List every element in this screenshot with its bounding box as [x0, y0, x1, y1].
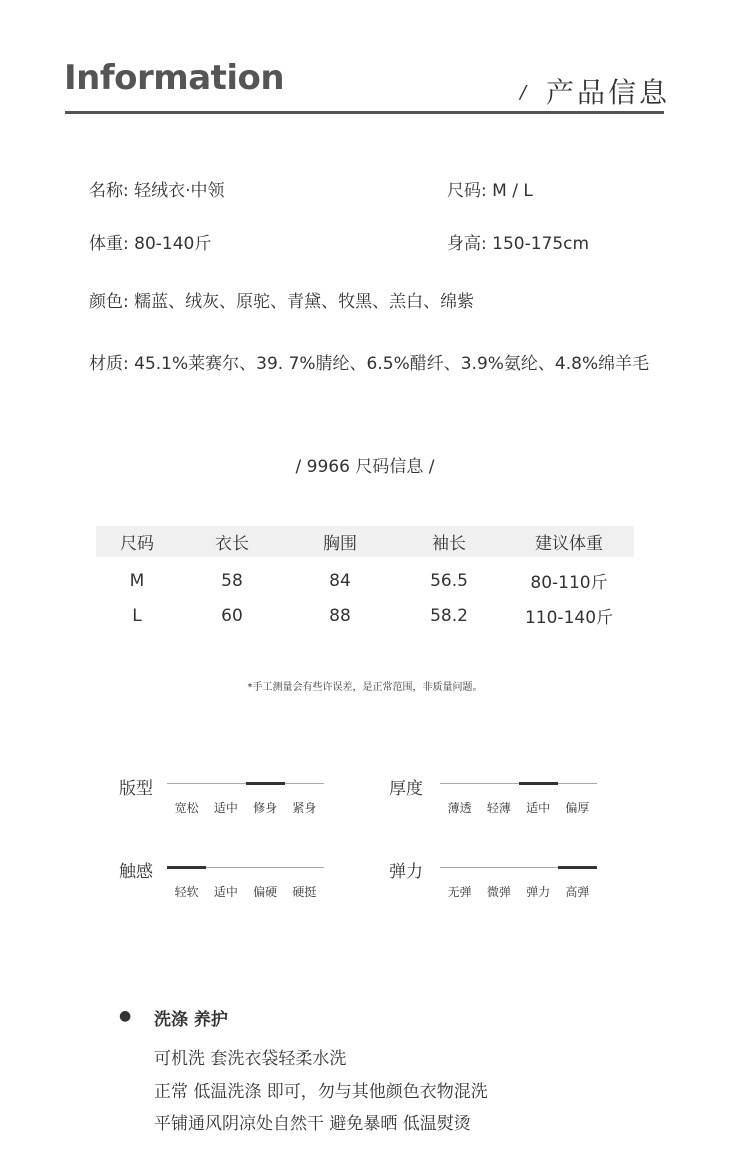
- table-cell: M: [129, 570, 145, 591]
- scale-label: 高弹: [565, 885, 590, 899]
- scale-label: 弹力: [526, 885, 551, 899]
- scale-label: 紧身: [292, 801, 317, 815]
- page-title: Information: [64, 58, 285, 98]
- scale-label: 薄透: [447, 801, 472, 815]
- scale-label: 适中: [213, 885, 238, 899]
- size-table-header-row: [96, 526, 634, 557]
- scale-indicator: [246, 782, 285, 785]
- header-divider: [65, 111, 664, 114]
- size-table: [96, 526, 634, 633]
- scale-indicator: [167, 866, 206, 869]
- scale-title: 版型: [119, 779, 153, 799]
- scale-label: 无弹: [447, 885, 472, 899]
- table-cell: L: [132, 605, 142, 626]
- info-name: 名称: 轻绒衣·中领: [89, 181, 225, 201]
- bullet-icon: ●: [119, 1008, 132, 1024]
- table-cell: 80-110斤: [530, 573, 608, 593]
- care-line: 可机洗 套洗衣袋轻柔水洗: [154, 1049, 347, 1069]
- scale-label: 微弹: [486, 885, 511, 899]
- table-cell: 58.2: [430, 605, 468, 626]
- table-row: [96, 563, 634, 598]
- scale-label: 偏硬: [253, 885, 278, 899]
- care-title: 洗涤 养护: [154, 1010, 228, 1030]
- col-header: 袖长: [394, 526, 504, 557]
- table-cell: 60: [221, 605, 243, 626]
- info-size: 尺码: M / L: [447, 181, 533, 201]
- table-cell: 56.5: [430, 570, 468, 591]
- table-row: [96, 598, 634, 633]
- scale-label: 修身: [253, 801, 278, 815]
- scale-title: 弹力: [389, 862, 423, 882]
- scale-label: 硬挺: [292, 885, 317, 899]
- col-header: 胸围: [286, 526, 394, 557]
- col-header: 尺码: [96, 526, 178, 557]
- table-cell: 110-140斤: [524, 608, 614, 628]
- title-separator: /: [520, 82, 527, 103]
- scale-label: 偏厚: [565, 801, 590, 815]
- col-header: 建议体重: [504, 526, 634, 557]
- scale-label: 轻软: [174, 885, 199, 899]
- care-line: 正常 低温洗涤 即可，勿与其他颜色衣物混洗: [154, 1082, 488, 1102]
- scale-title: 厚度: [389, 779, 423, 799]
- scale-label: 宽松: [174, 801, 199, 815]
- scale-indicator: [558, 866, 597, 869]
- scale-indicator: [519, 782, 558, 785]
- info-weight: 体重: 80-140斤: [89, 234, 212, 254]
- scale-title: 触感: [119, 862, 153, 882]
- care-line: 平铺通风阴凉处自然干 避免暴晒 低温熨烫: [154, 1114, 471, 1134]
- measurement-note: *手工测量会有些许误差，是正常范围，非质量问题。: [247, 682, 483, 693]
- page-title-cn: 产品信息: [546, 76, 671, 109]
- size-table-heading: / 9966 尺码信息 /: [295, 457, 435, 477]
- table-cell: 84: [329, 570, 351, 591]
- col-header: 衣长: [178, 526, 286, 557]
- info-material: 材质: 45.1%莱赛尔、39. 7%腈纶、6.5%醋纤、3.9%氨纶、4.8%绵羊毛: [89, 354, 650, 374]
- info-height: 身高: 150-175cm: [447, 234, 590, 254]
- scale-label: 轻薄: [486, 801, 511, 815]
- scale-label: 适中: [526, 801, 551, 815]
- table-cell: 88: [329, 605, 351, 626]
- info-colors: 颜色: 糯蓝、绒灰、原驼、青黛、牧黑、羔白、绵紫: [89, 292, 475, 312]
- table-cell: 58: [221, 570, 243, 591]
- scale-label: 适中: [213, 801, 238, 815]
